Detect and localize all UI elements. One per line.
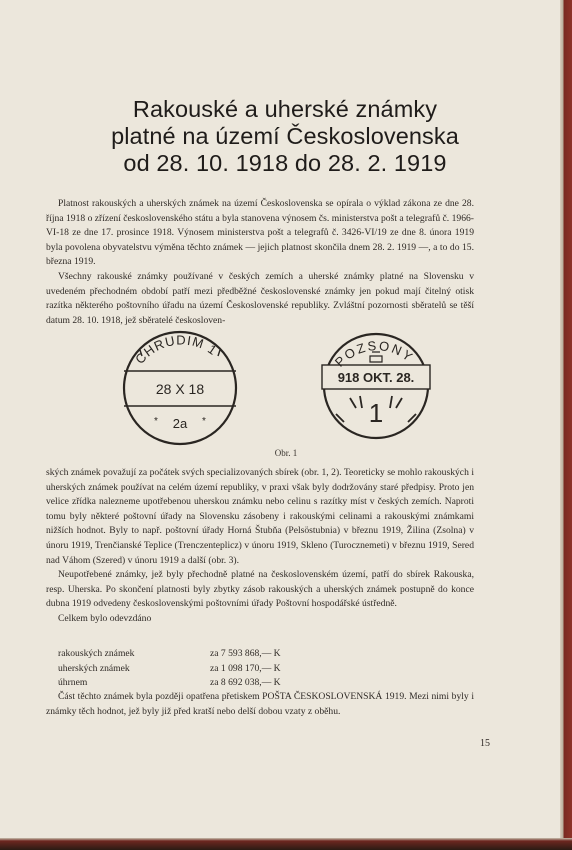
book-spine-edge xyxy=(560,0,572,850)
stamp-right-code: 1 xyxy=(368,398,384,428)
star-icon: * xyxy=(202,416,206,427)
totals-table xyxy=(58,647,358,691)
totals-label: rakouských známek xyxy=(58,648,135,659)
postmark-illustration xyxy=(110,326,450,446)
paragraph: Platnost rakouských a uherských známek na území Československa se opírala o výklad zákona ze dne 28. října 1918 o zřízení československého státu a byla stanovena výnosem čs. ministerstva pošt a telegrafů č. 1966-VI-18 ze dne 17. prosince 1918. Výnosem ministerstva pošt a telegrafů č. 3426-VI/19 ze dne 8. února 1919 byla povolena obyvatelstvu výměna těchto známek — jejich platnost skončila dnem 28. 2. 1919 —, a to do 15. března 1919. xyxy=(46,198,474,268)
page-title xyxy=(60,96,510,177)
stamp-left-date: 28 X 18 xyxy=(155,381,205,397)
totals-label: úhrnem xyxy=(58,677,88,689)
title-line-2: platné na území Československa xyxy=(111,123,459,149)
totals-row xyxy=(58,676,358,691)
body-text-end xyxy=(46,690,474,719)
body-text-top xyxy=(46,197,474,328)
totals-row xyxy=(58,662,358,677)
stamp-left-code: 2a xyxy=(172,416,188,431)
paragraph: Všechny rakouské známky používané v českých zemích a uherské známky platné na Slovensku v uvedeném přechodném období patří mezi předběžné československé známky jen pokud mají čitelný otisk razítka některého poštovního úřadu na území Československé republiky. Zvláštní pozornosti sběratelů se těší datum 28. 10. 1918, jež sběratelé českosloven- xyxy=(46,270,474,326)
title-line-3: od 28. 10. 1918 do 28. 2. 1919 xyxy=(123,150,447,176)
paragraph: Část těchto známek byla později opatřena přetiskem POŠTA ČESKOSLOVENSKÁ 1919. Mezi nimi byly i známky těch hodnot, jež byly již před kratší nebo delší dobou vzaty z oběhu. xyxy=(46,691,474,717)
page-number: 15 xyxy=(480,738,490,749)
figure-caption: Obr. 1 xyxy=(274,448,298,458)
stamp-right-date: 918 OKT. 28. xyxy=(337,370,415,385)
totals-row xyxy=(58,647,358,662)
paragraph: Neupotřebené známky, jež byly přechodně platné na československém území, patří do sbírek Rakouska, resp. Uherska. Po skončení platnosti byly zbytky zásob rakouských a uherských známek postupně do konce dubna 1919 odvedeny československými poštovními úřady Poštovní hospodářské ústředně. xyxy=(46,569,474,610)
body-text-middle xyxy=(46,466,474,627)
stamp-left-town: CHRUDIM 1 xyxy=(132,332,221,367)
book-bottom-edge xyxy=(0,838,572,850)
paragraph: Celkem bylo odevzdáno xyxy=(58,612,152,624)
totals-value: za 8 692 038,— K xyxy=(210,677,281,689)
title-line-1: Rakouské a uherské známky xyxy=(132,96,438,122)
totals-label: uherských známek xyxy=(58,662,130,674)
totals-value: za 7 593 868,— K xyxy=(210,648,281,659)
totals-value: za 1 098 170,— K xyxy=(210,662,281,674)
paragraph: ských známek považují za počátek svých specializovaných sbírek (obr. 1, 2). Teoreticky se mohlo rakouských i uherských známek používat na celém území republiky, v praxi však byly dodržovány staré předpisy. Proto jen velice zřídka nalezneme upotřebenou uherskou známku nebo celinu s razítky míst v českých zemích. Naproti tomu byly některé poštovní úřady na Slovensku zásobeny i rakouskými celinami a rakouskými známkami nižších hodnot. Byly to např. poštovní úřady Horná Štubňa (Pelsöstubnia) v březnu 1919, Žilina (Zsolna) v únoru 1919, Trenčianské Teplice (Trenczenteplicz) v únoru 1919, Skleno (Turocznemeti) v březnu 1919, Sered nad Váhom (Szered) v únoru 1919 a další (obr. 3). xyxy=(46,467,474,566)
star-icon: * xyxy=(154,416,158,427)
stamp-right-town: POZSONY xyxy=(331,337,417,370)
